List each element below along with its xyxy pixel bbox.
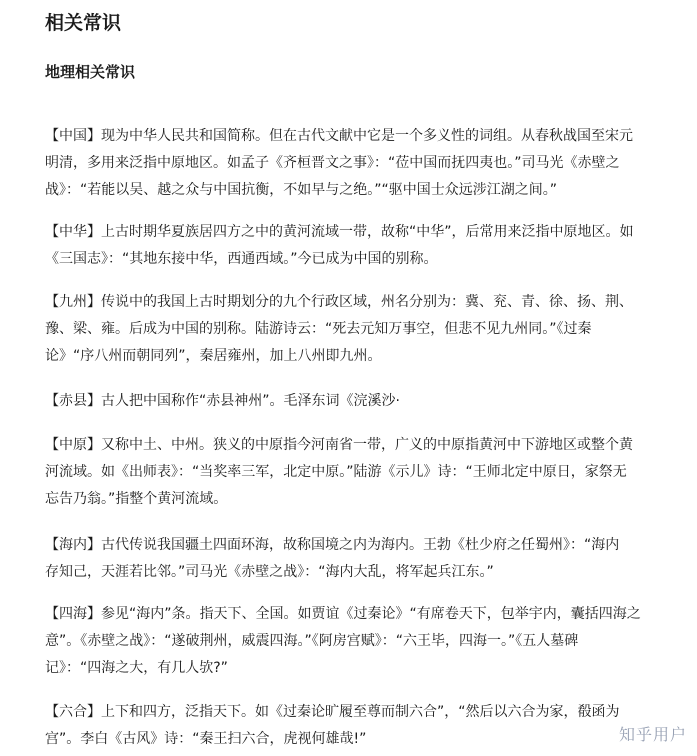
entry-zhonghua (45, 219, 665, 273)
entry-line: 【中华】上古时期华夏族居四方之中的黄河流域一带，故称“中华”，后常用来泛指中原地区。如 (45, 224, 634, 240)
entry-line: 战》：“若能以吴、越之众与中国抗衡，不如早与之绝。”“驱中国士众远涉江湖之间。” (45, 182, 558, 198)
entry-line: 【四海】参见“海内”条。指天下、全国。如贾谊《过秦论》“有席卷天下，包举宇内，囊括四海之 (45, 606, 641, 622)
entry-line: 明清，多用来泛指中原地区。如孟子《齐桓晋文之事》：“莅中国而抚四夷也。”司马光《赤壁之 (45, 155, 620, 171)
entry-line: 《三国志》：“其地东接中华，西通西域。”今已成为中国的别称。 (45, 251, 438, 267)
entry-line: 论》“序八州而朝同列”，秦居雍州，加上八州即九州。 (45, 348, 382, 364)
entry-line: 【九州】传说中的我国上古时期划分的九个行政区域，州名分别为：冀、兖、青、徐、扬、荆、 (45, 294, 633, 310)
entry-chixian (45, 388, 665, 415)
entry-line: 记》：“四海之大，有几人欤?” (45, 660, 228, 676)
entry-liuhe (45, 699, 665, 753)
entry-line: 意”。《赤壁之战》：“遂破荆州，威震四海。”《阿房宫赋》：“六王毕，四海一。”《五人墓碑 (45, 633, 579, 649)
entry-zhongyuan (45, 432, 665, 513)
entry-zhongguo (45, 123, 665, 204)
entry-line: 豫、梁、雍。后成为中国的别称。陆游诗云：“死去元知万事空，但悲不见九州同。”《过秦 (45, 321, 592, 337)
entry-line: 宫”。李白《古风》诗：“秦王扫六合，虎视何雄哉!” (45, 731, 367, 747)
entry-jiuzhou (45, 289, 665, 370)
entry-line: 【赤县】古人把中国称作“赤县神州”。毛泽东词《浣溪沙· (45, 393, 400, 409)
entry-line: 【六合】上下和四方，泛指天下。如《过秦论旷履至尊而制六合”，“然后以六合为家，殽函为 (45, 704, 620, 720)
entry-line: 【中原】又称中土、中州。狭义的中原指今河南省一带，广义的中原指黄河中下游地区或整个黄 (45, 437, 633, 453)
entry-hainei (45, 532, 665, 586)
entry-line: 忘告乃翁。”指整个黄河流域。 (45, 491, 228, 507)
entry-line: 存知己，天涯若比邻。”司马光《赤壁之战》：“海内大乱，将军起兵江东。” (45, 564, 494, 580)
zhihu-watermark: 知乎用户 (618, 725, 687, 744)
section-subtitle: 地理相关常识 (45, 63, 136, 81)
entry-line: 【海内】古代传说我国疆土四面环海，故称国境之内为海内。王勃《杜少府之任蜀州》：“海内 (45, 537, 620, 553)
entry-sihai (45, 601, 665, 682)
entry-line: 河流域。如《出师表》：“当奖率三军，北定中原。”陆游《示儿》诗：“王师北定中原日，家祭无 (45, 464, 627, 480)
page-title: 相关常识 (45, 12, 122, 34)
entry-line: 【中国】现为中华人民共和国简称。但在古代文献中它是一个多义性的词组。从春秋战国至宋元 (45, 128, 633, 144)
